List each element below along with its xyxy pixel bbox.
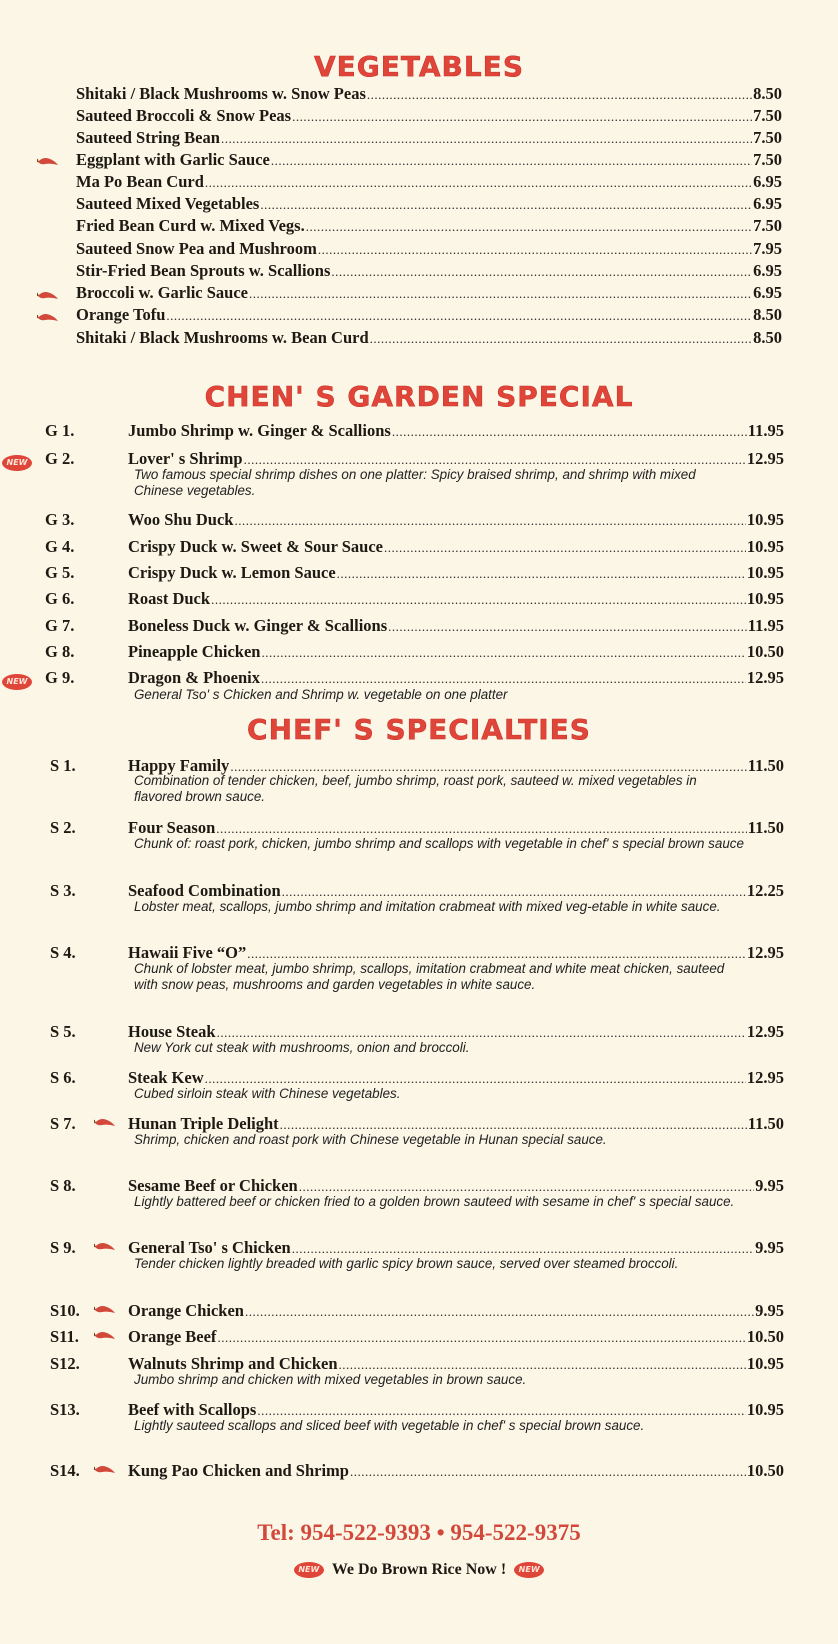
item-code: G 6. (45, 589, 75, 608)
new-badge-icon: NEW (514, 1562, 544, 1578)
item-description: Lightly battered beef or chicken fried to a golden brown sauteed with sesame in chef' s special sauce. (134, 1194, 735, 1209)
item-code: G 4. (45, 537, 75, 556)
menu-item: Fried Bean Curd w. Mixed Vegs. ..... 7.50 (76, 216, 782, 237)
new-badge-icon: NEW (2, 674, 32, 690)
new-badge-icon: NEW (2, 455, 32, 471)
item-description: Lightly sauteed scallops and sliced beef with vegetable in chef' s special brown sauce. (134, 1418, 645, 1433)
menu-item: Walnuts Shrimp and Chicken ..... 10.95 (128, 1354, 784, 1375)
menu-item: Beef with Scallops ..... 10.95 (128, 1400, 784, 1421)
menu-item: Lover' s Shrimp ..... 12.95 (128, 449, 784, 470)
item-code: G 5. (45, 563, 75, 582)
menu-item: Shitaki / Black Mushrooms w. Bean Curd ..... 8.50 (76, 328, 782, 349)
telephone-numbers: Tel: 954-522-9393 • 954-522-9375 (257, 1520, 581, 1545)
item-description: General Tso' s Chicken and Shrimp w. vegetable on one platter (134, 687, 508, 702)
hot-pepper-icon (37, 311, 59, 323)
item-code: G 3. (45, 510, 75, 529)
item-code: G 8. (45, 642, 75, 661)
menu-item: Happy Family ..... 11.50 (128, 756, 784, 777)
item-description: New York cut steak with mushrooms, onion and broccoli. (134, 1040, 470, 1055)
menu-item: Jumbo Shrimp w. Ginger & Scallions ..... 11.95 (128, 421, 784, 442)
item-code: G 1. (45, 421, 75, 440)
hot-pepper-icon (94, 1303, 116, 1315)
menu-item: Roast Duck ..... 10.95 (128, 589, 784, 610)
brown-rice-note (0, 1561, 838, 1579)
item-code: S 6. (50, 1068, 76, 1087)
menu-item: Hawaii Five “O” ..... 12.95 (128, 943, 784, 964)
item-description: Chunk of: roast pork, chicken, jumbo shrimp and scallops with vegetable in chef' s special brown sauce (134, 836, 744, 851)
item-code: S13. (50, 1400, 80, 1419)
menu-item: Orange Chicken ..... 9.95 (128, 1301, 784, 1322)
menu-item: Crispy Duck w. Lemon Sauce ..... 10.95 (128, 563, 784, 584)
menu-item: Pineapple Chicken ..... 10.50 (128, 642, 784, 663)
item-description: Two famous special shrimp dishes on one platter: Spicy braised shrimp, and shrimp with mixed Chinese vegetables. (134, 467, 696, 498)
item-code: S12. (50, 1354, 80, 1373)
menu-item: Boneless Duck w. Ginger & Scallions ..... 11.95 (128, 616, 784, 637)
item-code: S10. (50, 1301, 80, 1320)
item-description: Combination of tender chicken, beef, jumbo shrimp, roast pork, sauteed w. mixed vegetables in flavored brown sauce. (134, 773, 697, 804)
item-code: S 5. (50, 1022, 76, 1041)
item-description: Shrimp, chicken and roast pork with Chinese vegetable in Hunan special sauce. (134, 1132, 607, 1147)
item-code: S 9. (50, 1238, 76, 1257)
menu-item: Four Season ..... 11.50 (128, 818, 784, 839)
menu-item: Broccoli w. Garlic Sauce ..... 6.95 (76, 283, 782, 304)
menu-item: Sauteed String Bean ..... 7.50 (76, 128, 782, 149)
menu-item: Ma Po Bean Curd ..... 6.95 (76, 172, 782, 193)
menu-item: Orange Tofu ..... 8.50 (76, 305, 782, 326)
item-code: G 9. (45, 668, 75, 687)
new-badge-icon: NEW (294, 1562, 324, 1578)
item-code: S 4. (50, 943, 76, 962)
item-code: S14. (50, 1461, 80, 1480)
item-code: S 3. (50, 881, 76, 900)
menu-item: Woo Shu Duck ..... 10.95 (128, 510, 784, 531)
hot-pepper-icon (94, 1329, 116, 1341)
item-description: Lobster meat, scallops, jumbo shrimp and imitation crabmeat with mixed veg-etable in white sauce. (134, 899, 721, 914)
menu-item: Eggplant with Garlic Sauce ..... 7.50 (76, 150, 782, 171)
menu-item: Stir-Fried Bean Sprouts w. Scallions ..... 6.95 (76, 261, 782, 282)
item-code: S 8. (50, 1176, 76, 1195)
item-code: S 2. (50, 818, 76, 837)
menu-item: Kung Pao Chicken and Shrimp ..... 10.50 (128, 1461, 784, 1482)
item-description: Cubed sirloin steak with Chinese vegetables. (134, 1086, 401, 1101)
hot-pepper-icon (94, 1116, 116, 1128)
item-description: Chunk of lobster meat, jumbo shrimp, scallops, imitation crabmeat and white meat chicken, sauteed with snow peas, mushrooms and garden vegetables in white sauce. (134, 961, 725, 992)
item-description: Jumbo shrimp and chicken with mixed vegetables in brown sauce. (134, 1372, 527, 1387)
menu-item: General Tso' s Chicken ..... 9.95 (128, 1238, 784, 1259)
hot-pepper-icon (94, 1463, 116, 1475)
menu-item: Hunan Triple Delight ..... 11.50 (128, 1114, 784, 1135)
menu-item: Sauteed Mixed Vegetables ..... 6.95 (76, 194, 782, 215)
menu-item: Steak Kew ..... 12.95 (128, 1068, 784, 1089)
menu-item: Shitaki / Black Mushrooms w. Snow Peas ..... 8.50 (76, 84, 782, 105)
menu-item: Sauteed Snow Pea and Mushroom ..... 7.95 (76, 239, 782, 260)
menu-item: Sesame Beef or Chicken ..... 9.95 (128, 1176, 784, 1197)
menu-item: Sauteed Broccoli & Snow Peas ..... 7.50 (76, 106, 782, 127)
menu-item: Seafood Combination ..... 12.25 (128, 881, 784, 902)
section-title-chens-garden: CHEN' S GARDEN SPECIAL (204, 380, 634, 413)
menu-item: Dragon & Phoenix ..... 12.95 (128, 668, 784, 689)
hot-pepper-icon (94, 1240, 116, 1252)
item-code: S 7. (50, 1114, 76, 1133)
item-code: S 1. (50, 756, 76, 775)
menu-item: Crispy Duck w. Sweet & Sour Sauce ..... 10.95 (128, 537, 784, 558)
item-description: Tender chicken lightly breaded with garlic spicy brown sauce, served over steamed broccoli. (134, 1256, 679, 1271)
hot-pepper-icon (37, 289, 59, 301)
menu-item: Orange Beef ..... 10.50 (128, 1327, 784, 1348)
section-title-vegetables: VEGETABLES (314, 50, 524, 83)
item-code: G 7. (45, 616, 75, 635)
menu-item: House Steak ..... 12.95 (128, 1022, 784, 1043)
item-code: S11. (50, 1327, 79, 1346)
brown-rice-text: We Do Brown Rice Now ! (331, 1561, 507, 1578)
hot-pepper-icon (37, 155, 59, 167)
item-code: G 2. (45, 449, 75, 468)
section-title-chefs-specialties: CHEF' S SPECIALTIES (247, 713, 591, 746)
